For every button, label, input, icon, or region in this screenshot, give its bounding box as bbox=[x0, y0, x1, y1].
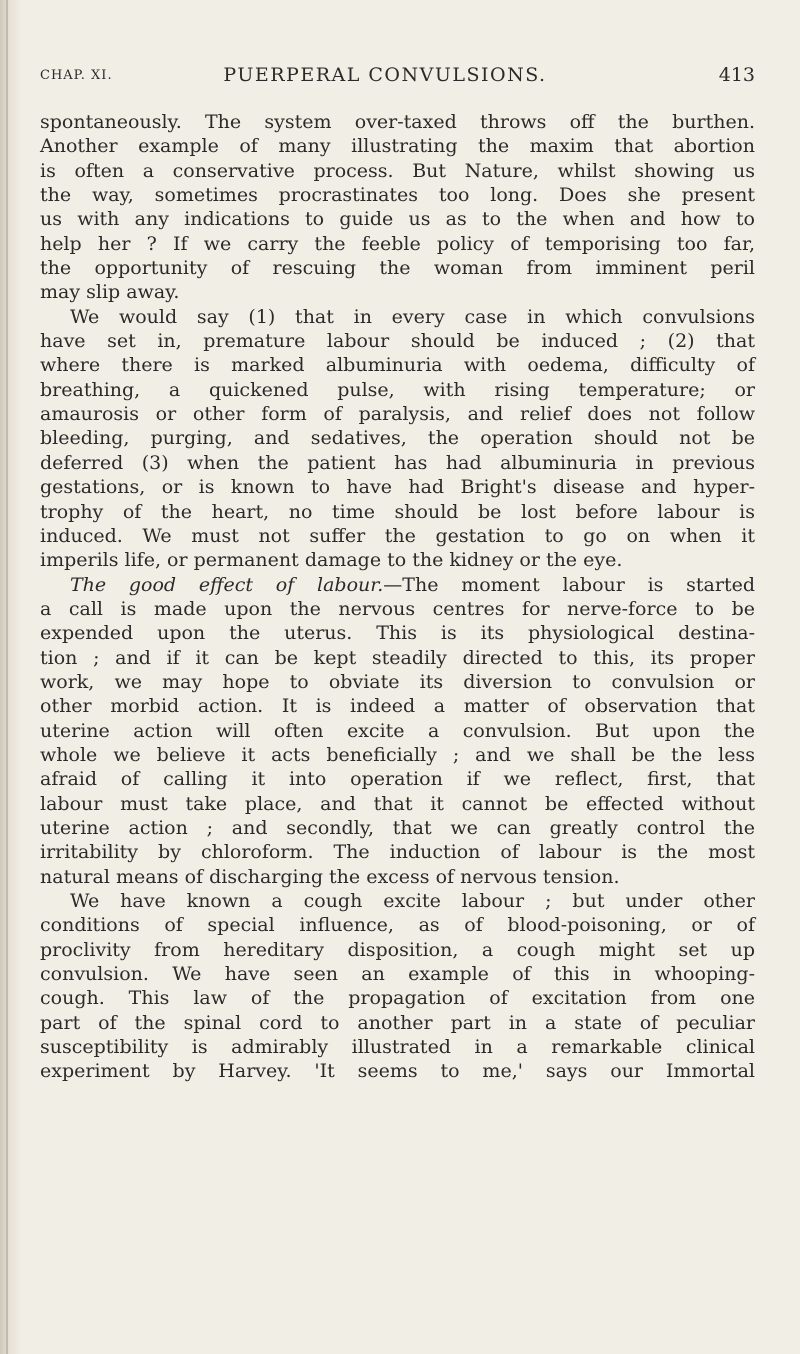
page-header bbox=[40, 64, 755, 94]
italic-heading: The good effect of labour. bbox=[70, 573, 384, 596]
text-line: expended upon the uterus. This is its physiological destina- bbox=[40, 622, 755, 645]
text-line: is often a conservative process. But Nature, whilst showing us bbox=[40, 159, 755, 182]
text-line: susceptibility is admirably illustrated in a remarkable clinical bbox=[40, 1036, 755, 1059]
text-line: tion ; and if it can be kept steadily directed to this, its proper bbox=[40, 646, 755, 669]
text-line: trophy of the heart, no time should be lost before labour is bbox=[40, 500, 755, 523]
text-line: uterine action ; and secondly, that we can greatly control the bbox=[40, 816, 755, 839]
text-line: amaurosis or other form of paralysis, and relief does not follow bbox=[40, 403, 755, 426]
text-line: other morbid action. It is indeed a matter of observation that bbox=[40, 695, 755, 718]
page-number: 413 bbox=[718, 64, 755, 86]
text-line: whole we believe it acts beneficially ; and we shall be the less bbox=[40, 743, 755, 766]
section-lead-line bbox=[40, 573, 755, 597]
text-line: a call is made upon the nervous centres for nerve-force to be bbox=[40, 597, 755, 620]
chapter-label: CHAP. XI. bbox=[40, 68, 113, 83]
text-line: us with any indications to guide us as to the when and how to bbox=[40, 208, 755, 231]
text-line: proclivity from hereditary disposition, a cough might set up bbox=[40, 938, 755, 961]
text-line: natural means of discharging the excess of nervous tension. bbox=[40, 865, 620, 888]
text-line: deferred (3) when the patient has had albuminuria in previous bbox=[40, 451, 755, 474]
running-title: PUERPERAL CONVULSIONS. bbox=[223, 64, 547, 86]
text-line: induced. We must not suffer the gestation to go on when it bbox=[40, 524, 755, 547]
text-line: spontaneously. The system over-taxed throws off the burthen. bbox=[40, 111, 755, 133]
text-line: bleeding, purging, and sedatives, the operation should not be bbox=[40, 427, 755, 450]
text-line: experiment by Harvey. 'It seems to me,' says our Immortal bbox=[40, 1060, 755, 1083]
text-line: gestations, or is known to have had Bright's disease and hyper- bbox=[40, 476, 755, 499]
text-line: Another example of many illustrating the maxim that abortion bbox=[40, 135, 755, 158]
text-line: help her ? If we carry the feeble policy of temporising too far, bbox=[40, 232, 755, 255]
text-line: afraid of calling it into operation if we reflect, first, that bbox=[40, 768, 755, 791]
text-line: breathing, a quickened pulse, with rising temperature; or bbox=[40, 378, 755, 401]
text-line: work, we may hope to obviate its diversion to convulsion or bbox=[40, 670, 755, 693]
text-line: have set in, premature labour should be induced ; (2) that bbox=[40, 330, 755, 353]
text-line: irritability by chloroform. The induction of labour is the most bbox=[40, 841, 755, 864]
text-line: may slip away. bbox=[40, 281, 180, 304]
text-line: where there is marked albuminuria with oedema, difficulty of bbox=[40, 354, 755, 377]
book-binding-edge bbox=[0, 0, 22, 1354]
text-line: uterine action will often excite a convulsion. But upon the bbox=[40, 719, 755, 742]
text-line: We would say (1) that in every case in which convulsions bbox=[70, 305, 755, 328]
text-line: the way, sometimes procrastinates too long. Does she present bbox=[40, 184, 755, 207]
text-line: imperils life, or permanent damage to the kidney or the eye. bbox=[40, 549, 623, 572]
text-line: the opportunity of rescuing the woman from imminent peril bbox=[40, 257, 755, 280]
body-text bbox=[40, 110, 755, 1084]
text-line: We have known a cough excite labour ; but under other bbox=[70, 890, 755, 912]
text-line: convulsion. We have seen an example of this in whooping- bbox=[40, 963, 755, 986]
binding-shadow-line bbox=[6, 0, 8, 1354]
text-line: conditions of special influence, as of blood-poisoning, or of bbox=[40, 914, 755, 937]
text-line: cough. This law of the propagation of excitation from one bbox=[40, 987, 755, 1010]
italic-heading-rest: —The moment labour is started bbox=[383, 573, 755, 596]
text-line: labour must take place, and that it cannot be effected without bbox=[40, 792, 755, 815]
text-line: part of the spinal cord to another part in a state of peculiar bbox=[40, 1011, 755, 1034]
